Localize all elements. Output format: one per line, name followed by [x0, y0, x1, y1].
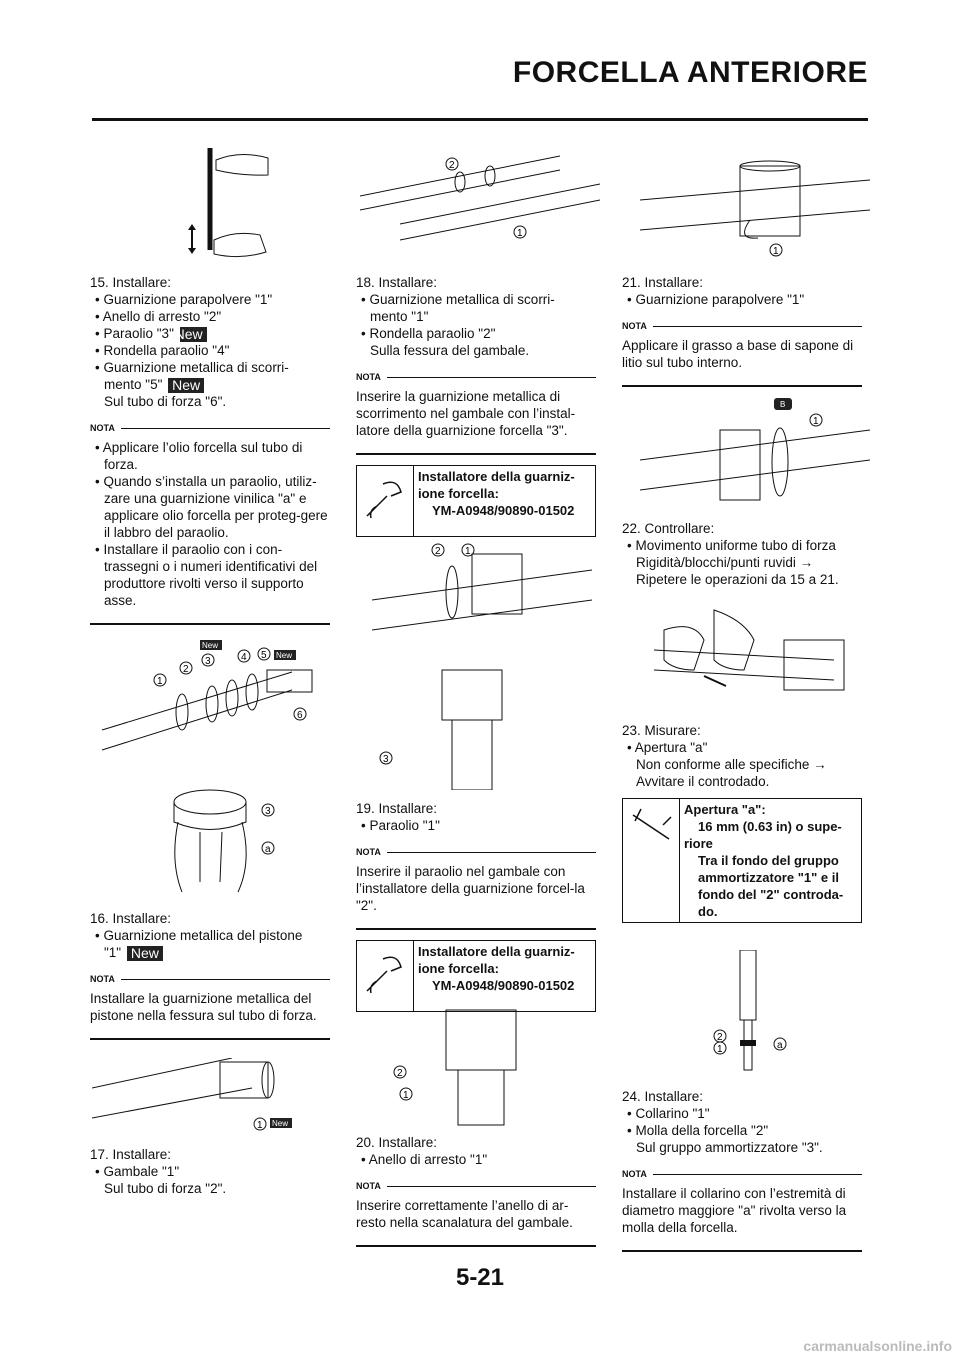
step-18-location: Sulla fessura del gambale. [370, 343, 530, 358]
step-15-item-text: Paraolio "3" [103, 326, 174, 341]
step-17-heading: 17. Installare: [90, 1147, 172, 1162]
nota-text: Inserire il paraolio nel gambale con l’installatore della guarnizione forcel-la "2". [356, 864, 585, 913]
nota-box [90, 420, 330, 625]
nota-text: Inserire la guarnizione metallica di scorrimento nel gambale con l’instal-latore della guarnizione forcella "3". [356, 389, 576, 438]
nota-box [622, 1166, 862, 1252]
callout-1: 1 [717, 1044, 723, 1055]
nota-header [356, 369, 596, 386]
callout-3: 3 [383, 754, 389, 765]
spec-note: Tra il fondo del gruppo [698, 853, 839, 868]
new-badge: New [127, 946, 163, 961]
step-15-location: Sul tubo di forza "6". [104, 394, 227, 409]
callout-1: 1 [465, 546, 471, 557]
step-15-item: • Rondella paraolio "4" [90, 342, 330, 359]
step-20-item: • Anello di arresto "1" [356, 1151, 596, 1168]
step-18 [356, 274, 596, 537]
callout-1: 1 [773, 246, 779, 257]
nota-item: • Installare il paraolio con i con-trassegni o i numeri identificativi del produttore rivolti verso il supporto asse. [90, 541, 330, 609]
step-24-item: • Molla della forcella "2" [622, 1122, 862, 1139]
spec-note: fondo del "2" controda- [698, 887, 844, 902]
new-badge: New [202, 641, 219, 650]
callout-b: B [780, 400, 786, 409]
callout-2: 2 [183, 664, 189, 675]
step-18-item: • Rondella paraolio "2" [356, 325, 596, 342]
tool-name: Installatore della guarniz- [418, 944, 575, 959]
nota-box [356, 844, 596, 930]
nota-item: • Applicare l’olio forcella sul tubo di forza. [90, 439, 330, 473]
nota-label: NOTA [90, 974, 115, 984]
step-23-item: • Apertura "a" [622, 739, 862, 756]
step-18-item-cont: mento "1" [370, 309, 429, 324]
page-number: 5-21 [455, 1264, 505, 1291]
step-22-heading: 22. Controllare: [622, 521, 715, 536]
step-23-action: Avvitare il controdado. [636, 774, 770, 789]
step-15-item: • Guarnizione parapolvere "1" [90, 291, 330, 308]
nota-header [90, 971, 330, 988]
new-badge: New [272, 1119, 289, 1128]
spec-value: 16 mm (0.63 in) o supe- [698, 819, 842, 834]
step-15-item-cont [90, 376, 330, 393]
new-badge: New [180, 327, 207, 342]
step-17-location: Sul tubo di forza "2". [104, 1181, 227, 1196]
step-24 [622, 1088, 862, 1252]
nota-box [622, 318, 862, 387]
spec-box [622, 798, 862, 923]
fork-check-illustration [634, 600, 874, 710]
slide-metal-illustration [360, 150, 600, 250]
step-16-heading: 16. Installare: [90, 911, 172, 926]
nota-header [622, 1166, 862, 1183]
nota-header [90, 420, 330, 437]
step-21-item: • Guarnizione parapolvere "1" [622, 291, 862, 308]
step-16-item: • Guarnizione metallica del pistone [90, 927, 330, 944]
step-21 [622, 274, 862, 387]
callout-2: 2 [449, 160, 455, 171]
tool-name: Installatore della guarniz- [418, 469, 575, 484]
step-15-item: • Anello di arresto "2" [90, 308, 330, 325]
step-23-check: Non conforme alle specifiche → [636, 757, 827, 772]
nota-item: • Quando s’installa un paraolio, utiliz-zare una guarnizione vinilica "a" e applicare olio forcella per proteg-gere il labbro del paraolio. [90, 473, 330, 541]
step-24-heading: 24. Installare: [622, 1089, 704, 1104]
tool-icon [357, 466, 414, 536]
step-16-item-text: "1" [104, 945, 122, 960]
nota-text: Installare il collarino con l’estremità di diametro maggiore "a" rivolta verso la molla della forcella. [622, 1186, 847, 1235]
step-24-location: Sul gruppo ammortizzatore "3". [636, 1140, 823, 1155]
tool-part-number: YM-A0948/90890-01502 [432, 503, 575, 518]
step-18-item: • Guarnizione metallica di scorri- [356, 291, 596, 308]
callout-a: a [777, 1040, 783, 1051]
spec-note: ammortizzatore "1" e il [698, 870, 839, 885]
step-19-heading: 19. Installare: [356, 801, 438, 816]
callout-1: 1 [157, 676, 163, 687]
nota-box [90, 971, 330, 1040]
step-20-heading: 20. Installare: [356, 1135, 438, 1150]
callout-3: 3 [205, 656, 211, 667]
stopper-ring-illustration [386, 1000, 586, 1130]
nota-text: Applicare il grasso a base di sapone di litio sul tubo interno. [622, 338, 854, 370]
spec-title: Apertura "a": [684, 802, 766, 817]
dust-seal-illustration [640, 150, 870, 260]
callout-5: 5 [261, 650, 267, 661]
watermark: carmanualsonline.info [803, 1338, 952, 1354]
nota-box [356, 369, 596, 455]
nota-label: NOTA [356, 847, 381, 857]
seal-vinyl-illustration [160, 782, 290, 902]
callout-3: 3 [265, 806, 271, 817]
tool-part-number: YM-A0948/90890-01502 [432, 978, 575, 993]
header-rule [92, 118, 868, 121]
step-18-heading: 18. Installare: [356, 275, 438, 290]
locknut-illustration [700, 950, 800, 1080]
nota-header [356, 844, 596, 861]
step-23 [622, 722, 862, 923]
step-16 [90, 910, 330, 1040]
nota-header [622, 318, 862, 335]
nota-label: NOTA [622, 1169, 647, 1179]
step-15-item: • Guarnizione metallica di scorri- [90, 359, 330, 376]
tool-name-cont: ione forcella: [418, 961, 499, 976]
step-22-action: Ripetere le operazioni da 15 a 21. [636, 572, 839, 587]
tool-spec-box [356, 465, 596, 537]
step-19-item: • Paraolio "1" [356, 817, 596, 834]
caliper-icon [623, 799, 680, 922]
nota-header [356, 1178, 596, 1195]
step-22-item: • Movimento uniforme tubo di forza [622, 537, 862, 554]
step-15-item-text: mento "5" [104, 377, 163, 392]
callout-2: 2 [397, 1068, 403, 1079]
new-badge: New [168, 378, 204, 393]
page-title: FORCELLA ANTERIORE [512, 56, 868, 89]
nota-box [356, 1178, 596, 1247]
callout-2: 2 [717, 1032, 723, 1043]
step-20 [356, 1134, 596, 1247]
seal-installer-illustration [372, 530, 602, 790]
step-17-item: • Gambale "1" [90, 1163, 330, 1180]
step-15 [90, 274, 330, 625]
step-22 [622, 520, 862, 588]
nota-label: NOTA [356, 1181, 381, 1191]
spec-note: do. [698, 904, 718, 919]
fork-rod-illustration [180, 140, 270, 270]
outer-tube-illustration [92, 1058, 332, 1138]
callout-2: 2 [435, 546, 441, 557]
step-17 [90, 1146, 330, 1197]
step-15-item [90, 325, 330, 342]
spec-value-cont: riore [684, 836, 713, 851]
callout-4: 4 [241, 652, 247, 663]
nota-text: Installare la guarnizione metallica del pistone nella fessura sul tubo di forza. [90, 991, 317, 1023]
tool-name-cont: ione forcella: [418, 486, 499, 501]
callout-1: 1 [403, 1090, 409, 1101]
callout-1: 1 [813, 416, 819, 427]
callout-6: 6 [297, 710, 303, 721]
step-19 [356, 800, 596, 1012]
nota-label: NOTA [356, 372, 381, 382]
step-15-heading: 15. Installare: [90, 275, 172, 290]
step-23-heading: 23. Misurare: [622, 723, 701, 738]
nota-label: NOTA [90, 423, 115, 433]
callout-a: a [265, 844, 271, 855]
step-22-check: Rigidità/blocchi/punti ruvidi → [636, 555, 814, 570]
new-badge: New [276, 651, 293, 660]
callout-1: 1 [517, 228, 523, 239]
callout-1: 1 [257, 1120, 263, 1131]
nota-text: Inserire correttamente l’anello di ar-resto nella scanalatura del gambale. [356, 1198, 573, 1230]
step-21-heading: 21. Installare: [622, 275, 704, 290]
step-16-item-cont [90, 944, 330, 961]
nota-label: NOTA [622, 321, 647, 331]
tube-seals-illustration [92, 640, 332, 760]
step-24-item: • Collarino "1" [622, 1105, 862, 1122]
grease-illustration [640, 390, 870, 510]
